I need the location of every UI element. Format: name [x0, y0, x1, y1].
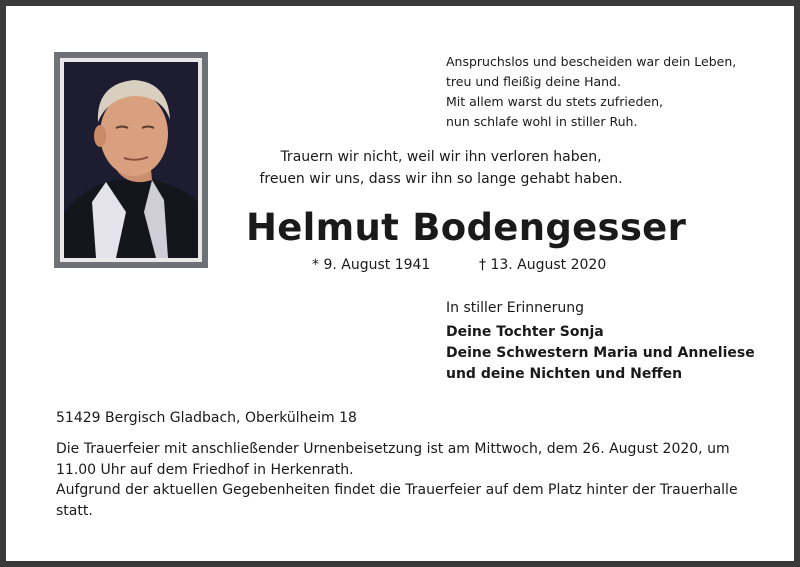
- obituary-card: [6, 6, 794, 561]
- signature-line: Deine Tochter Sonja: [446, 324, 604, 340]
- ceremony-notice: [56, 439, 756, 521]
- ceremony-line: Die Trauerfeier mit anschließender Urnenbeisetzung ist am Mittwoch, dem 26. August 2020, um: [56, 441, 730, 457]
- poem-line: treu und fleißig deine Hand.: [446, 74, 621, 89]
- ceremony-line: statt.: [56, 502, 93, 519]
- mourning-quote: [241, 146, 641, 190]
- quote-line: freuen wir uns, dass wir ihn so lange gehabt haben.: [259, 171, 623, 187]
- poem-line: Anspruchslos und bescheiden war dein Leben,: [446, 54, 737, 69]
- death-date: † 13. August 2020: [479, 257, 607, 273]
- poem-line: nun schlafe wohl in stiller Ruh.: [446, 114, 638, 129]
- signature-line: und deine Nichten und Neffen: [446, 366, 683, 382]
- ceremony-line: 11.00 Uhr auf dem Friedhof in Herkenrath.: [56, 461, 354, 478]
- address: 51429 Bergisch Gladbach, Oberkülheim 18: [56, 410, 357, 426]
- birth-date: * 9. August 1941: [312, 257, 431, 273]
- portrait-photo: [64, 62, 198, 258]
- portrait-mat: [60, 58, 202, 262]
- poem: [446, 52, 776, 132]
- deceased-name: Helmut Bodengesser: [246, 206, 687, 249]
- portrait-illustration: [64, 62, 198, 258]
- poem-line: Mit allem warst du stets zufrieden,: [446, 94, 664, 109]
- ceremony-line: Aufgrund der aktuellen Gegebenheiten findet die Trauerfeier auf dem Platz hinter der Trauerhalle: [56, 482, 738, 498]
- signature-line: Deine Schwestern Maria und Anneliese: [446, 345, 755, 361]
- portrait-frame: [54, 52, 208, 268]
- mourners-signatures: [446, 322, 755, 385]
- quote-line: Trauern wir nicht, weil wir ihn verloren haben,: [280, 149, 602, 165]
- memory-line: In stiller Erinnerung: [446, 300, 584, 316]
